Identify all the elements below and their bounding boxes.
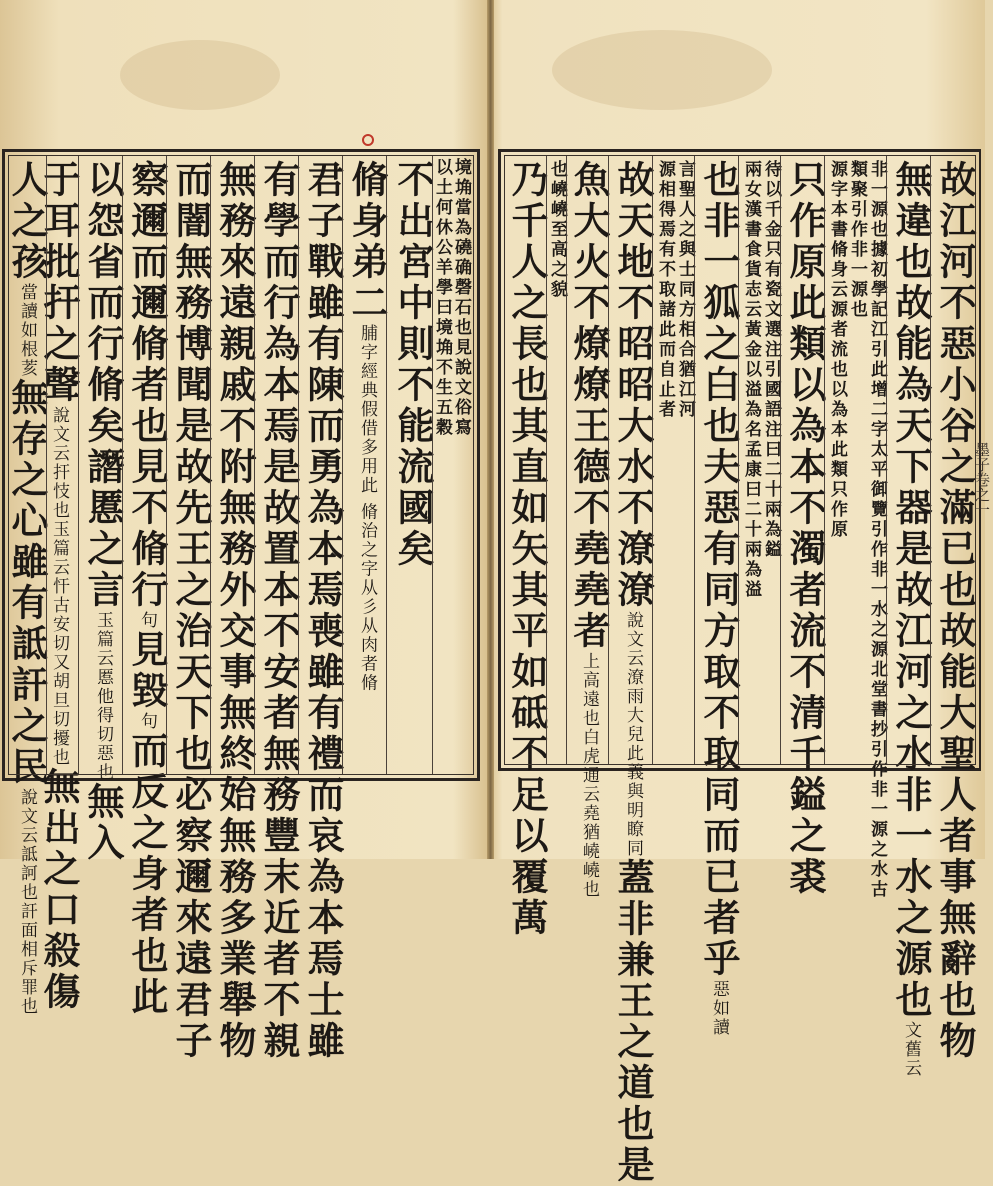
right-col-3: 非一源也據初學記江引此增二字太平御覽引作非一水之源北堂書抄引作非一源之水古 [867,160,887,900]
left-col-9-note: 句 [137,611,157,630]
left-col-4-text: 脩身弟二 [345,160,389,324]
column-rule [342,155,343,775]
column-rule [886,155,887,765]
right-col-12-text: 故天地不昭昭大水不潦潦 [611,160,655,611]
column-rule [738,155,739,765]
left-col-12-note2: 說文云詆訶也訐面相斥罪也 [17,788,37,1016]
right-col-2-text: 無違也故能為天下器是故江河之水非一水之源也 [889,160,933,1021]
column-rule [78,155,79,775]
column-rule [824,155,825,765]
column-rule [122,155,123,775]
right-col-13-text: 魚大火不燎燎王德不堯堯者 [567,160,611,652]
right-col-4: 類聚引作非一源也 [847,160,867,320]
column-rule [46,155,47,775]
left-col-12-tail: 無存之心雖有詆訐之民 [5,378,49,788]
right-col-1: 故江河不惡小谷之滿已也故能大聖人者事無辭也物 [933,160,977,1062]
right-col-15: 乃千人之長也其直如矢其平如砥不足以覆萬 [505,160,549,939]
left-col-12-text: 人之孩 [5,160,49,283]
column-rule [930,155,931,765]
column-rule [608,155,609,765]
left-col-11 [37,160,81,1013]
left-col-10-text: 以怨省而行脩矣譖慝之言 [81,160,125,611]
left-col-6: 有學而行為本焉是故置本不安者無務豐末近者不親 [257,160,301,1062]
left-col-12 [5,160,49,1016]
left-page-frame [2,149,480,1062]
left-col-9-tail: 見毀 [125,630,169,712]
right-col-13 [567,160,611,899]
column-rule [432,155,433,775]
right-col-9-text: 也非一狐之白也夫惡有同方取不取同而已者乎 [697,160,741,980]
left-col-4 [345,160,389,770]
left-col-4-note: 脯字經典假借多用此 脩治之字从彡从肉者脩 [357,324,377,693]
right-col-12-note: 說文云潦雨大兒此義與明瞭同 [623,611,643,858]
column-rule [546,155,547,765]
right-col-2-note: 文舊云 [901,1021,921,1078]
left-col-11-text: 于耳批扞之聲 [37,160,81,406]
right-page-frame [498,149,991,1186]
left-col-11-tail: 無出之口殺傷 [37,767,81,1013]
left-col-9 [125,160,169,1018]
paper-stain [552,30,772,110]
column-rule [780,155,781,765]
right-col-14: 也嶢嶢至高之貌 [547,160,567,300]
right-col-9 [697,160,741,1037]
right-col-7: 待以千金只有瓷文選注引國語注曰二十兩為鎰 [761,160,781,560]
right-col-2 [889,160,933,1078]
column-rule [566,155,567,765]
column-rule [210,155,211,775]
left-col-12-note: 當讀如根荄 [17,283,37,378]
left-col-7: 無務來遠親戚不附無務外交事無終始無務多業舉物 [213,160,257,1062]
left-col-10-note: 玉篇云慝他得切惡也 [93,611,113,782]
left-col-8: 而闇無務博聞是故先王之治天下也必察邇來遠君子 [169,160,213,1062]
right-col-10: 言聖人之與士同方相合猶江河 [675,160,695,420]
right-col-12-tail: 蓋非兼王之道也是 [611,858,655,1186]
column-rule [298,155,299,775]
left-col-1: 境埆當為磽确磬石也見說文俗寫 [451,158,471,438]
left-col-11-note: 說文云扞忮也玉篇云忓古安切又胡旦切擾也 [49,406,69,767]
right-col-9-note: 惡如讀 [709,980,729,1037]
left-col-10-tail: 無入 [81,782,125,864]
column-rule [386,155,387,775]
margin-label: 墨子卷之一 [973,442,991,517]
left-col-3: 不出宮中則不能流國矣 [391,160,435,570]
left-page [0,0,489,1062]
left-col-9-text: 察邇而邇脩者也見不脩行 [125,160,169,611]
right-col-13-note: 上高遠也白虎通云堯猶嶢嶢也 [579,652,599,899]
paper-stain [120,40,280,110]
right-col-6: 只作原此類以為本不濁者流不清千鎰之裘 [783,160,827,898]
column-rule [166,155,167,775]
punctuation-circle [362,134,374,146]
column-rule [254,155,255,775]
right-page [492,0,991,1186]
column-rule [694,155,695,765]
left-col-9-note2: 句 [137,712,157,731]
left-col-9-tail2: 而反之身者也此 [125,731,169,1018]
left-col-10 [81,160,125,864]
right-col-12 [611,160,655,1186]
left-col-2: 以土何休公羊學曰境埆不生五穀 [432,158,452,438]
right-col-5: 源字本書脩身云源者流也以為本此類只作原 [827,160,847,540]
right-col-8: 兩女漢書食貨志云黃金以溢為名孟康曰二十兩為溢 [741,160,761,600]
column-rule [652,155,653,765]
left-col-5: 君子戰雖有陳而勇為本焉喪雖有禮而哀為本焉士雖 [301,160,345,1062]
right-col-11: 源相得焉有不取諸此而自止者 [655,160,675,420]
